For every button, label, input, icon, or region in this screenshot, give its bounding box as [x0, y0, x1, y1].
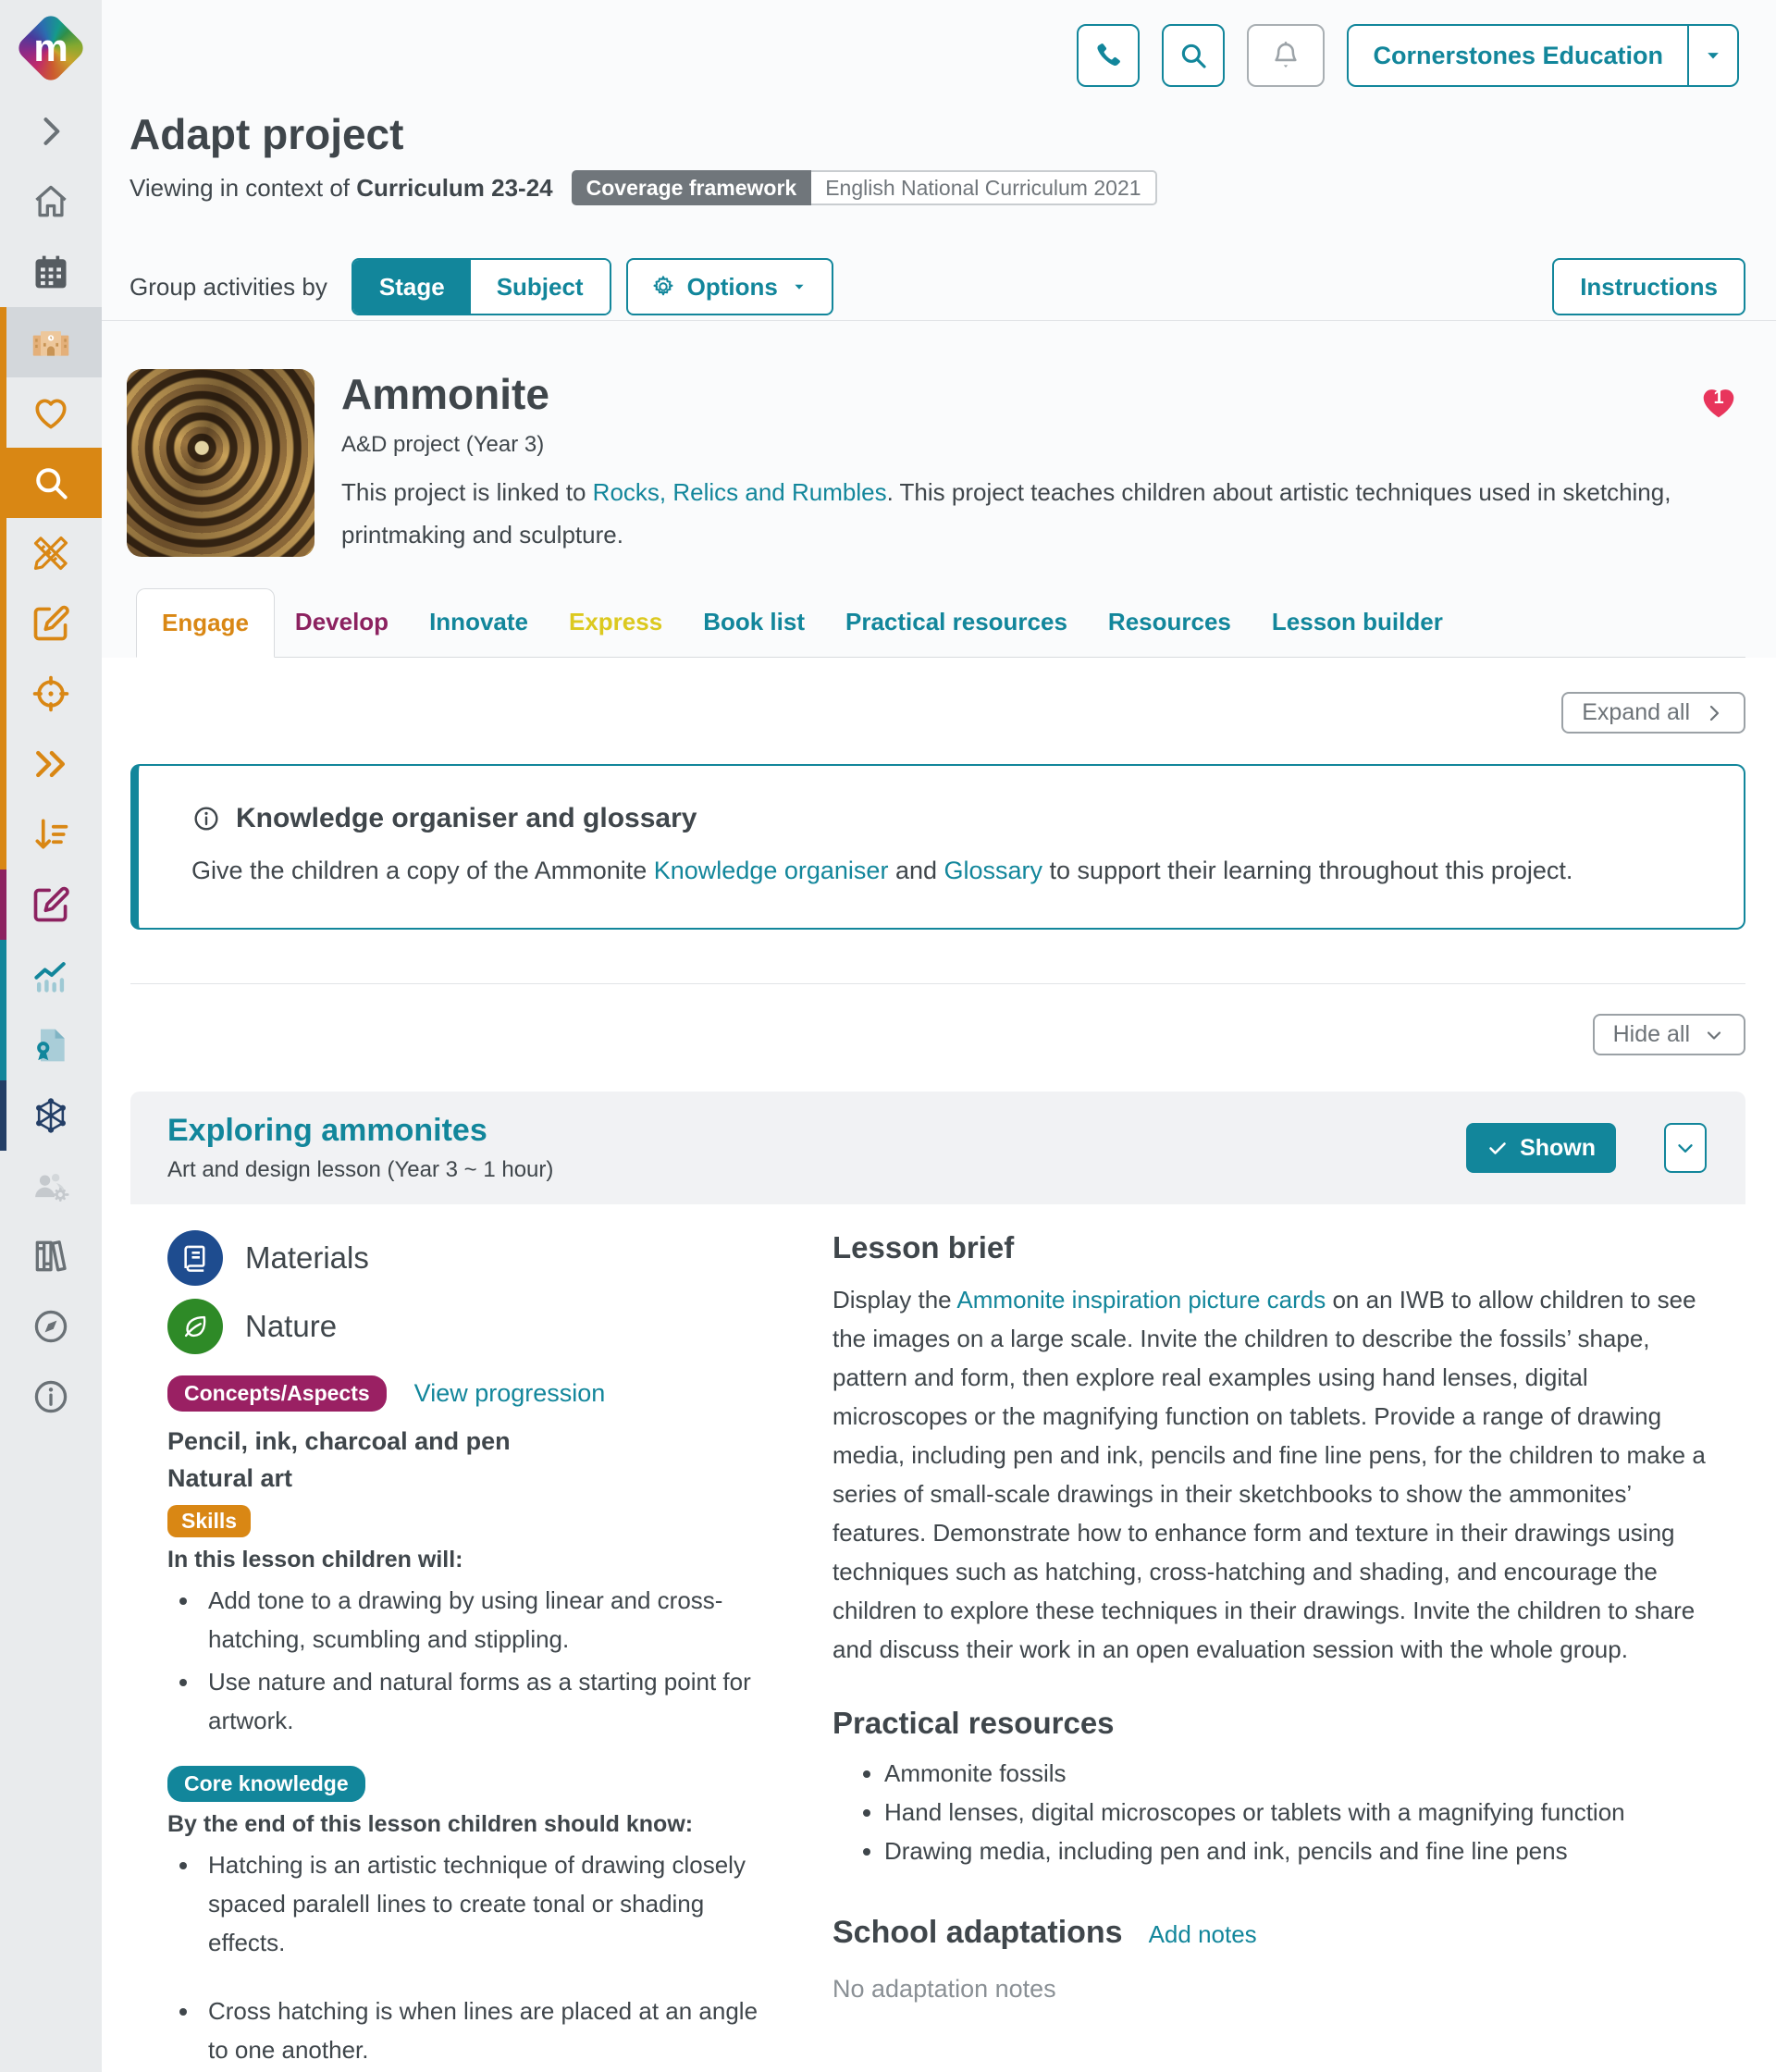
concept-line: Pencil, ink, charcoal and pen: [167, 1427, 511, 1455]
section-divider: [130, 983, 1745, 984]
framework-label: Coverage framework: [572, 170, 812, 205]
caret-down-icon: [1700, 43, 1726, 68]
heart-icon: [31, 392, 71, 433]
maestro-logo[interactable]: [14, 8, 88, 88]
context-curriculum: Curriculum 23-24: [356, 173, 553, 202]
lesson-title-link[interactable]: Exploring ammonites: [167, 1113, 487, 1148]
lesson-theme: [167, 1230, 778, 1286]
sidebar-item-expand[interactable]: [0, 96, 102, 166]
add-notes-link[interactable]: Add notes: [1148, 1920, 1257, 1948]
project-title: Ammonite: [341, 370, 549, 418]
sidebar-item-favourites[interactable]: [0, 377, 102, 448]
page-header: [102, 87, 1776, 205]
skills-list: [167, 1581, 778, 1740]
tab-content: [102, 658, 1776, 2072]
text-segment: and: [888, 857, 944, 884]
tab-engage[interactable]: Engage: [136, 588, 275, 658]
group-by-label: Group activities by: [130, 272, 327, 301]
expand-all-label: Expand all: [1582, 699, 1690, 725]
text-segment: . This project teaches children about artistic techniques used in sketching, printmaking and sculpture.: [341, 478, 1671, 549]
sidebar-item-edit-projects[interactable]: [0, 588, 102, 659]
practical-resources-title: Practical resources: [832, 1706, 1115, 1740]
account-label[interactable]: Cornerstones Education: [1373, 41, 1663, 69]
text-segment: on an IWB to allow children to see the images on a large scale. Invite the children to describe the fossils’ shape, pattern and form, then explore real examples using hand lenses, digital microscopes or the magnifying function on tablets. Provide a range of drawing media, including pen and ink, pencils and fine line pens, for the children to make a series of small-scale drawings in their sketchbooks to show the ammonites’ features. Demonstrate how to enhance form and texture in their drawings using techniques such as hatching, cross-hatching and shading, and encourage the children to explore these techniques in their drawings. Invite the children to share and discuss their work in an open evaluation session with the whole group.: [832, 1286, 1706, 1663]
pen-square-icon: [31, 884, 71, 925]
check-icon: [1486, 1137, 1509, 1159]
notifications-button[interactable]: [1247, 24, 1325, 87]
compass-icon: [31, 1306, 71, 1347]
lesson-theme: [167, 1299, 778, 1354]
users-gear-icon: [31, 1166, 71, 1206]
tab-lesson-builder[interactable]: Lesson builder: [1271, 608, 1443, 635]
sidebar-item-home[interactable]: [0, 166, 102, 237]
no-adaptation-notes: No adaptation notes: [832, 1975, 1056, 2003]
pencil-ruler-icon: [31, 533, 71, 574]
inline-link[interactable]: Knowledge organiser: [653, 857, 889, 884]
main-content: [102, 0, 1776, 2072]
tab-express[interactable]: Express: [569, 608, 663, 635]
project-thumbnail-image: [127, 369, 314, 557]
concept-line: Natural art: [167, 1464, 293, 1492]
skills-intro: In this lesson children will:: [167, 1547, 463, 1572]
text-segment: This project is linked to: [341, 478, 593, 506]
search-button[interactable]: [1162, 24, 1225, 87]
shown-label: Shown: [1520, 1134, 1596, 1161]
sidebar-item-library[interactable]: [0, 1221, 102, 1291]
knowledge-organiser-notice: [130, 764, 1745, 930]
sidebar-item-sequence[interactable]: [0, 799, 102, 870]
skills-badge: Skills: [167, 1505, 251, 1537]
coverage-framework-badge: [572, 170, 1157, 205]
leaf-icon: [179, 1311, 211, 1342]
text-segment: to support their learning throughout this project.: [1042, 857, 1573, 884]
core-knowledge-item: • Hatching is an artistic technique of drawing closely spaced paralell lines to create tonal or shading effects.: [201, 1845, 778, 1962]
project-subtitle: A&D project (Year 3): [341, 432, 545, 457]
search-icon: [1178, 40, 1209, 71]
skill-item: • Add tone to a drawing by using linear and cross-hatching, scumbling and stippling.: [201, 1581, 778, 1659]
books-icon: [31, 1236, 71, 1276]
chevron-right-icon: [31, 111, 71, 152]
info-icon: [191, 804, 221, 833]
tab-resources[interactable]: Resources: [1107, 608, 1231, 635]
context-text: [130, 174, 553, 203]
chevron-down-icon: [1703, 1024, 1725, 1046]
practical-resources-list: [832, 1754, 1719, 1870]
options-button[interactable]: [626, 258, 833, 315]
theme-label: Nature: [245, 1309, 338, 1343]
core-knowledge-item: • Cross hatching is when lines are placed at an angle to one another.: [201, 1992, 778, 2069]
lesson-header: [130, 1092, 1745, 1204]
sidebar-item-school[interactable]: [0, 307, 102, 377]
inline-link[interactable]: Rocks, Relics and Rumbles: [592, 478, 887, 506]
view-progression-link[interactable]: View progression: [413, 1379, 606, 1407]
pen-square-icon: [31, 603, 71, 644]
favourites-badge[interactable]: [1697, 380, 1740, 423]
phone-button[interactable]: [1077, 24, 1140, 87]
core-knowledge-list: [167, 1845, 778, 2069]
project-description: [341, 471, 1745, 556]
sidebar: [0, 0, 102, 2072]
resource-item: • Drawing media, including pen and ink, pencils and fine line pens: [884, 1832, 1719, 1870]
hide-all-label: Hide all: [1612, 1021, 1690, 1047]
sidebar-item-certificates[interactable]: [0, 1010, 102, 1080]
core-intro: By the end of this lesson children should know:: [167, 1811, 694, 1837]
lesson-brief-title: Lesson brief: [832, 1230, 1015, 1264]
sidebar-item-curriculum-design[interactable]: [0, 518, 102, 588]
chart-icon: [31, 955, 71, 995]
context-prefix: Viewing in context of: [130, 173, 350, 202]
sidebar-item-search[interactable]: [0, 448, 102, 518]
double-chevron-icon: [31, 744, 71, 784]
collapse-lesson-button[interactable]: [1664, 1123, 1707, 1173]
toolbar: [102, 205, 1776, 320]
project-summary: [102, 321, 1776, 557]
resource-item: • Ammonite fossils: [884, 1754, 1719, 1793]
sidebar-item-curriculum-map[interactable]: [0, 1080, 102, 1151]
sidebar-item-analytics[interactable]: [0, 940, 102, 1010]
lesson-card: [130, 1092, 1745, 2069]
sidebar-item-calendar[interactable]: [0, 237, 102, 307]
framework-value: English National Curriculum 2021: [811, 170, 1156, 205]
calendar-icon: [31, 252, 71, 292]
search-icon: [31, 462, 71, 503]
tab-book-list[interactable]: Book list: [703, 608, 805, 635]
gear-icon: [650, 274, 676, 300]
lesson-brief-text: [832, 1280, 1719, 1669]
skill-item: • Use nature and natural forms as a starting point for artwork.: [201, 1662, 778, 1740]
lesson-left-column: [167, 1230, 778, 2069]
notice-title: Knowledge organiser and glossary: [236, 803, 697, 833]
target-icon: [31, 673, 71, 714]
sidebar-item-skip[interactable]: [0, 729, 102, 799]
account-button: [1347, 24, 1739, 87]
page-title: Adapt project: [130, 110, 404, 158]
lesson-right-column: [832, 1230, 1719, 2069]
sidebar-item-objectives[interactable]: [0, 659, 102, 729]
certificate-icon: [31, 1025, 71, 1066]
topbar-buttons: [1077, 24, 1325, 87]
hide-all-button[interactable]: [1593, 1014, 1745, 1055]
book-icon: [179, 1242, 211, 1274]
group-by-subject[interactable]: Subject: [471, 260, 610, 314]
resource-item: • Hand lenses, digital microscopes or tablets with a magnifying function: [884, 1793, 1719, 1832]
home-icon: [31, 181, 71, 222]
tab-develop[interactable]: Develop: [294, 608, 389, 635]
tab-innovate[interactable]: Innovate: [429, 608, 528, 635]
theme-label: Materials: [245, 1240, 369, 1275]
chevron-down-icon: [1673, 1136, 1697, 1160]
info-circle-icon: [31, 1376, 71, 1417]
group-by-toggle: [352, 258, 611, 315]
core-knowledge-badge: Core knowledge: [167, 1766, 365, 1802]
school-adaptations-title: School adaptations: [832, 1915, 1123, 1950]
favourites-count: 1: [1713, 387, 1724, 408]
lesson-themes: [167, 1230, 778, 1354]
expand-all-button[interactable]: [1561, 692, 1745, 734]
text-segment: Give the children a copy of the Ammonite: [191, 857, 654, 884]
topbar: [102, 0, 1776, 87]
concepts-aspects-badge: Concepts/Aspects: [167, 1375, 387, 1412]
sidebar-item-notes[interactable]: [0, 870, 102, 940]
text-segment: Display the: [832, 1286, 957, 1314]
sidebar-nav: [0, 96, 102, 1432]
account-caret-button[interactable]: [1687, 26, 1737, 85]
inline-link[interactable]: Ammonite inspiration picture cards: [956, 1286, 1326, 1314]
concept-lines: [167, 1423, 778, 1497]
bell-icon: [1270, 40, 1301, 71]
instructions-button[interactable]: Instructions: [1552, 258, 1745, 315]
chevron-right-icon: [1703, 702, 1725, 724]
caret-down-icon: [789, 277, 809, 297]
sidebar-item-help[interactable]: [0, 1362, 102, 1432]
phone-icon: [1092, 40, 1124, 71]
sidebar-item-explore[interactable]: [0, 1291, 102, 1362]
sort-descending-icon: [31, 814, 71, 855]
inline-link[interactable]: Glossary: [944, 857, 1043, 884]
logo-letter: m: [33, 26, 68, 69]
project-tabs: [136, 587, 1745, 658]
school-icon: [31, 322, 71, 363]
group-by-stage[interactable]: Stage: [353, 260, 471, 314]
network-icon: [31, 1095, 71, 1136]
sidebar-item-users[interactable]: [0, 1151, 102, 1221]
options-label: Options: [686, 272, 778, 301]
notice-body: [191, 857, 1707, 885]
tab-practical-resources[interactable]: Practical resources: [845, 608, 1067, 635]
shown-toggle-button[interactable]: [1466, 1123, 1616, 1173]
lesson-subtitle: Art and design lesson (Year 3 ~ 1 hour): [167, 1157, 554, 1182]
